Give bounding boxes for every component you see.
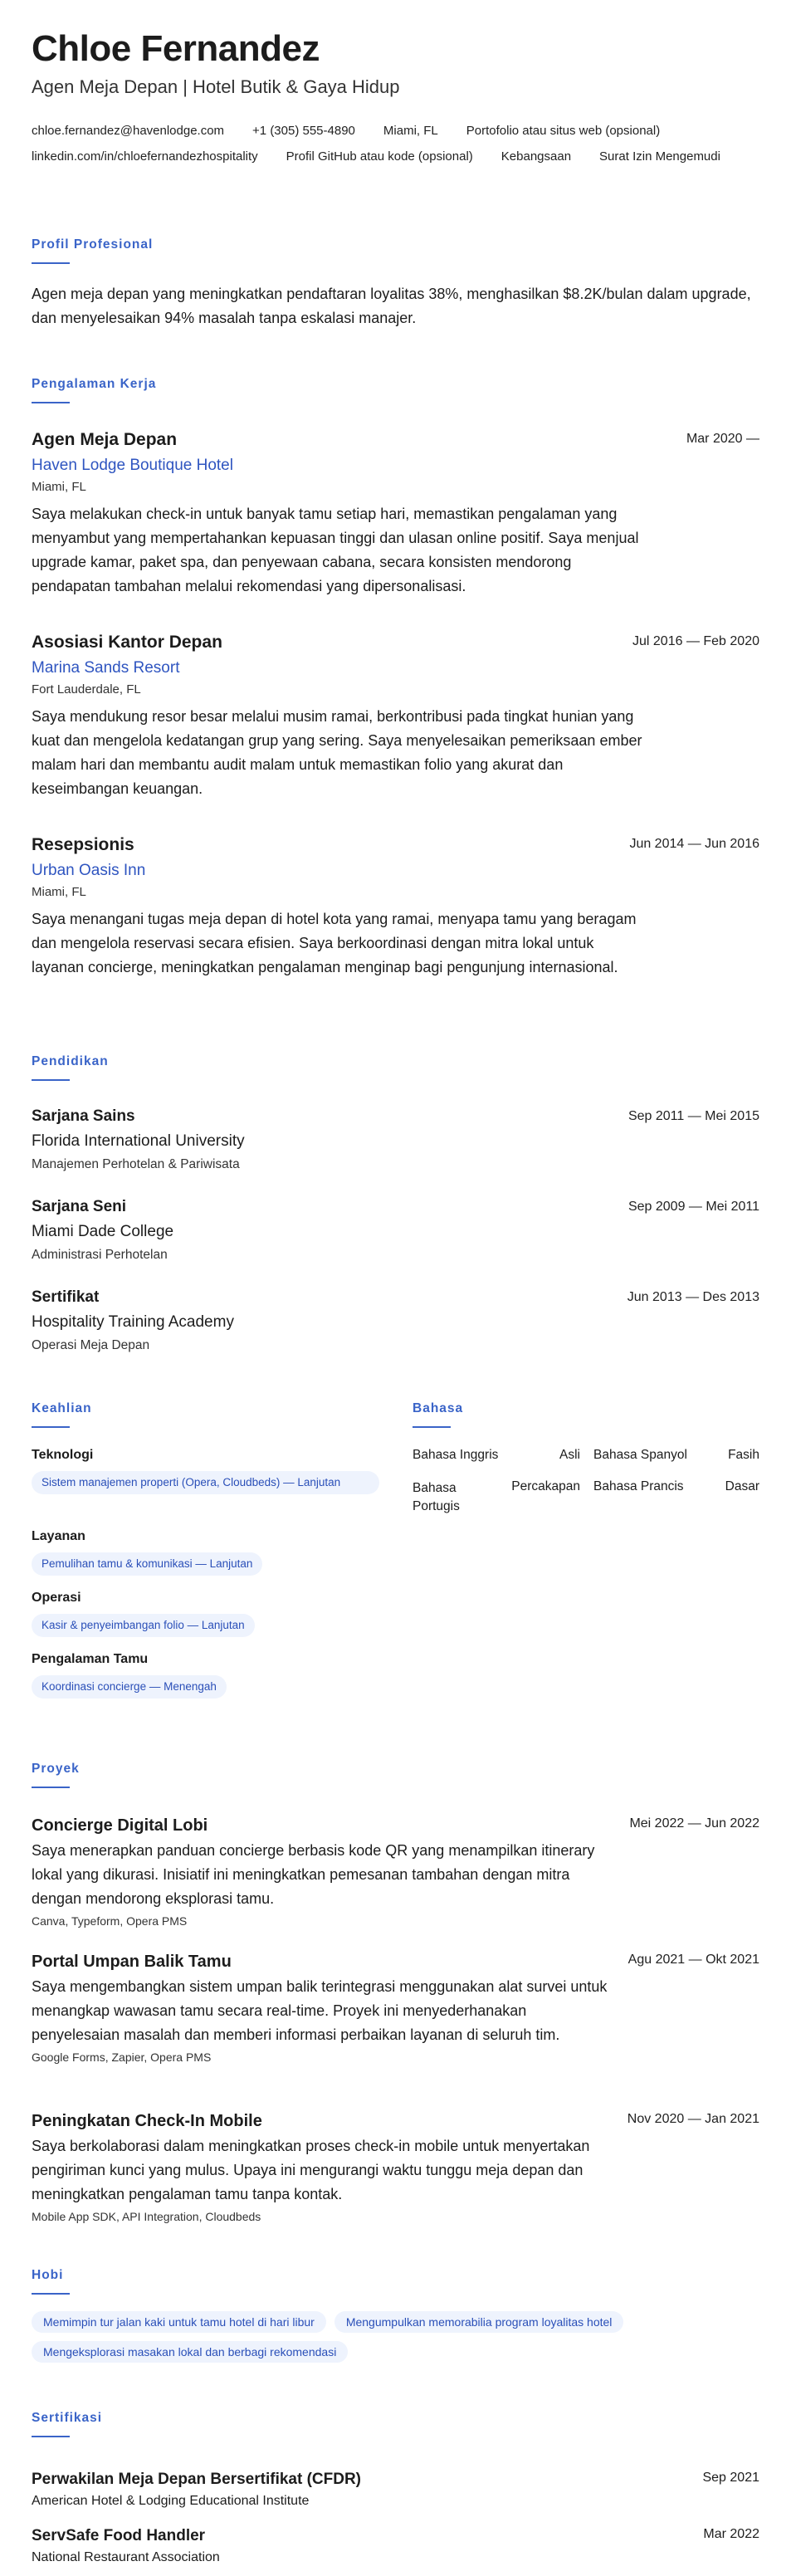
job-company[interactable]: Marina Sands Resort (32, 659, 180, 677)
education-school: Florida International University (32, 1132, 245, 1150)
project-entry (32, 2112, 759, 2223)
skill-group (32, 1591, 388, 1637)
hobbies-section (32, 2268, 759, 2295)
education-degree: Sertifikat (32, 1288, 100, 1306)
skill-group (32, 1529, 388, 1576)
certification-org: National Restaurant Association (32, 2550, 220, 2564)
language-name: Bahasa Spanyol (593, 1448, 687, 1462)
certification-date: Mar 2022 (703, 2527, 759, 2541)
project-tech: Google Forms, Zapier, Opera PMS (32, 2051, 212, 2064)
language-name: Bahasa Prancis (593, 1479, 684, 1493)
project-tech: Mobile App SDK, API Integration, Cloudbeds (32, 2210, 261, 2223)
hobby-list (32, 2311, 737, 2371)
education-field: Administrasi Perhotelan (32, 1248, 168, 1262)
section-divider (32, 2436, 70, 2437)
profile-text: Agen meja depan yang meningkatkan pendaftaran loyalitas 38%, menghasilkan $8.2K/bulan dalam upgrade, dan menyelesaikan 94% masalah tanpa eskalasi manajer. (32, 286, 751, 326)
language-item (593, 1448, 759, 1463)
section-divider (32, 1426, 70, 1428)
contact-github[interactable]: Profil GitHub atau kode (opsional) (286, 149, 473, 164)
skill-chip: Koordinasi concierge — Menengah (32, 1675, 227, 1699)
section-divider (32, 1079, 70, 1081)
job-company[interactable]: Urban Oasis Inn (32, 862, 146, 879)
languages-section (413, 1401, 759, 1428)
candidate-subtitle: Agen Meja Depan | Hotel Butik & Gaya Hidup (32, 76, 400, 97)
skills-section (32, 1401, 380, 1428)
skill-group (32, 1448, 388, 1494)
experience-section (32, 377, 759, 403)
language-item (413, 1479, 580, 1516)
job-date: Mar 2020 — (686, 432, 759, 446)
job-description: Saya mendukung resor besar melalui musim ramai, berkontribusi pada tingkat hunian yang kuat dan mengelola kedatangan grup yang sering. Saya menyelesaikan pemeriksaan ember malam hari dan membantu audit malam untuk memastikan folio yang akurat dan keseimbangan keuangan. (32, 708, 642, 797)
project-description: Saya berkolaborasi dalam meningkatkan proses check-in mobile untuk menyertakan pengiriman kunci yang mulus. Upaya ini mengurangi waktu tunggu meja depan dan meningkatkan pengalaman tamu tanpa kontak. (32, 2138, 590, 2202)
hobby-chip: Mengumpulkan memorabilia program loyalitas hotel (334, 2311, 624, 2333)
skill-category: Pengalaman Tamu (32, 1652, 149, 1666)
project-date: Mei 2022 — Jun 2022 (629, 1816, 759, 1831)
job-company[interactable]: Haven Lodge Boutique Hotel (32, 457, 233, 474)
language-level: Asli (559, 1448, 580, 1462)
project-title: Portal Umpan Balik Tamu (32, 1953, 232, 1971)
contact-phone[interactable]: +1 (305) 555-4890 (252, 124, 355, 138)
contact-location: Miami, FL (383, 124, 438, 138)
section-divider (32, 2293, 70, 2295)
section-title: Sertifikasi (32, 2411, 103, 2425)
skill-group (32, 1652, 388, 1699)
skill-category: Layanan (32, 1529, 85, 1543)
language-level: Percakapan (511, 1479, 580, 1493)
section-divider (32, 1787, 70, 1788)
language-name: Bahasa Portugis (413, 1481, 460, 1513)
section-title: Hobi (32, 2268, 64, 2282)
skill-chip: Kasir & penyeimbangan folio — Lanjutan (32, 1614, 255, 1637)
education-degree: Sarjana Sains (32, 1107, 135, 1125)
education-date: Sep 2009 — Mei 2011 (627, 1200, 759, 1214)
education-section (32, 1054, 759, 1081)
certification-entry (32, 2471, 759, 2509)
skill-category: Operasi (32, 1591, 81, 1605)
hobby-chip: Mengeksplorasi masakan lokal dan berbagi rekomendasi (32, 2341, 348, 2363)
job-date: Jul 2016 — Feb 2020 (632, 634, 759, 648)
job-title: Agen Meja Depan (32, 430, 178, 449)
section-title: Proyek (32, 1762, 80, 1776)
contact-portfolio[interactable]: Portofolio atau situs web (opsional) (466, 124, 661, 138)
certifications-section (32, 2411, 759, 2437)
section-title: Pendidikan (32, 1054, 109, 1068)
certification-name: Perwakilan Meja Depan Bersertifikat (CFDR) (32, 2471, 362, 2488)
project-entry (32, 1816, 759, 1928)
certification-date: Sep 2021 (702, 2471, 759, 2485)
section-title: Profil Profesional (32, 237, 154, 252)
hobby-chip: Memimpin tur jalan kaki untuk tamu hotel di hari libur (32, 2311, 326, 2333)
certification-name: ServSafe Food Handler (32, 2527, 206, 2544)
contact-info (32, 118, 762, 169)
job-date: Jun 2014 — Jun 2016 (629, 837, 759, 851)
projects-section (32, 1762, 759, 1788)
education-field: Operasi Meja Depan (32, 1338, 150, 1352)
section-title: Pengalaman Kerja (32, 377, 157, 391)
job-entry (32, 633, 759, 801)
candidate-name: Chloe Fernandez (32, 28, 320, 69)
job-entry (32, 835, 759, 980)
project-title: Peningkatan Check-In Mobile (32, 2112, 262, 2130)
project-title: Concierge Digital Lobi (32, 1816, 208, 1835)
project-description: Saya menerapkan panduan concierge berbasis kode QR yang menampilkan itinerary lokal yang dikurasi. Inisiatif ini meningkatkan pemesanan tambahan dengan mitra dengan mendorong eksplorasi tamu. (32, 1842, 595, 1907)
education-entry (32, 1107, 759, 1172)
job-description: Saya melakukan check-in untuk banyak tamu setiap hari, memastikan pengalaman yang menyambut yang mempertahankan kepuasan tinggi dan ulasan online positif. Saya menjual upgrade kamar, paket spa, dan penyewaan cabana, secara konsisten mendorong pendapatan tambahan melalui rekomendasi yang dipersonalisasi. (32, 506, 639, 594)
section-divider (32, 262, 70, 264)
profile-section (32, 237, 759, 264)
education-entry (32, 1198, 759, 1263)
certification-org: American Hotel & Lodging Educational Institute (32, 2494, 310, 2508)
language-level: Dasar (725, 1479, 759, 1493)
project-tech: Canva, Typeform, Opera PMS (32, 1914, 188, 1928)
job-location: Fort Lauderdale, FL (32, 682, 141, 697)
contact-email[interactable]: chloe.fernandez@havenlodge.com (32, 124, 225, 138)
contact-linkedin[interactable]: linkedin.com/in/chloefernandezhospitality (32, 149, 258, 164)
section-divider (413, 1426, 451, 1428)
education-field: Manajemen Perhotelan & Pariwisata (32, 1157, 240, 1171)
contact-nationality: Kebangsaan (500, 149, 572, 164)
section-title: Bahasa (413, 1401, 464, 1415)
education-entry (32, 1288, 759, 1353)
skill-chip: Sistem manajemen properti (Opera, Cloudbeds) — Lanjutan (32, 1471, 379, 1494)
certification-entry (32, 2527, 759, 2565)
contact-license: Surat Izin Mengemudi (599, 149, 720, 164)
language-item (593, 1479, 759, 1494)
project-date: Nov 2020 — Jan 2021 (627, 2112, 759, 2126)
skill-chip: Pemulihan tamu & komunikasi — Lanjutan (32, 1552, 262, 1576)
project-description: Saya mengembangkan sistem umpan balik terintegrasi menggunakan alat survei untuk menangkap wawasan tamu secara real-time. Proyek ini menyederhanakan penyelesaian masalah dan memberi informasi perbaikan layanan di seluruh tim. (32, 1978, 608, 2043)
job-title: Asosiasi Kantor Depan (32, 633, 222, 652)
project-entry (32, 1953, 759, 2064)
job-location: Miami, FL (32, 885, 86, 899)
section-divider (32, 402, 70, 403)
language-name: Bahasa Inggris (413, 1448, 499, 1462)
job-title: Resepsionis (32, 835, 134, 854)
education-date: Jun 2013 — Des 2013 (627, 1290, 759, 1304)
skill-category: Teknologi (32, 1448, 94, 1462)
section-title: Keahlian (32, 1401, 92, 1415)
language-item (413, 1448, 580, 1463)
education-degree: Sarjana Seni (32, 1198, 127, 1215)
job-entry (32, 430, 759, 599)
job-location: Miami, FL (32, 480, 86, 494)
language-level: Fasih (728, 1448, 759, 1462)
education-school: Miami Dade College (32, 1223, 174, 1240)
education-school: Hospitality Training Academy (32, 1313, 234, 1331)
job-description: Saya menangani tugas meja depan di hotel kota yang ramai, menyapa tamu yang beragam dan mengelola reservasi secara efisien. Saya berkoordinasi dengan mitra lokal untuk layanan concierge, meningkatkan pengalaman menginap bagi pengunjung internasional. (32, 911, 637, 975)
education-date: Sep 2011 — Mei 2015 (627, 1109, 759, 1123)
project-date: Agu 2021 — Okt 2021 (627, 1953, 759, 1967)
